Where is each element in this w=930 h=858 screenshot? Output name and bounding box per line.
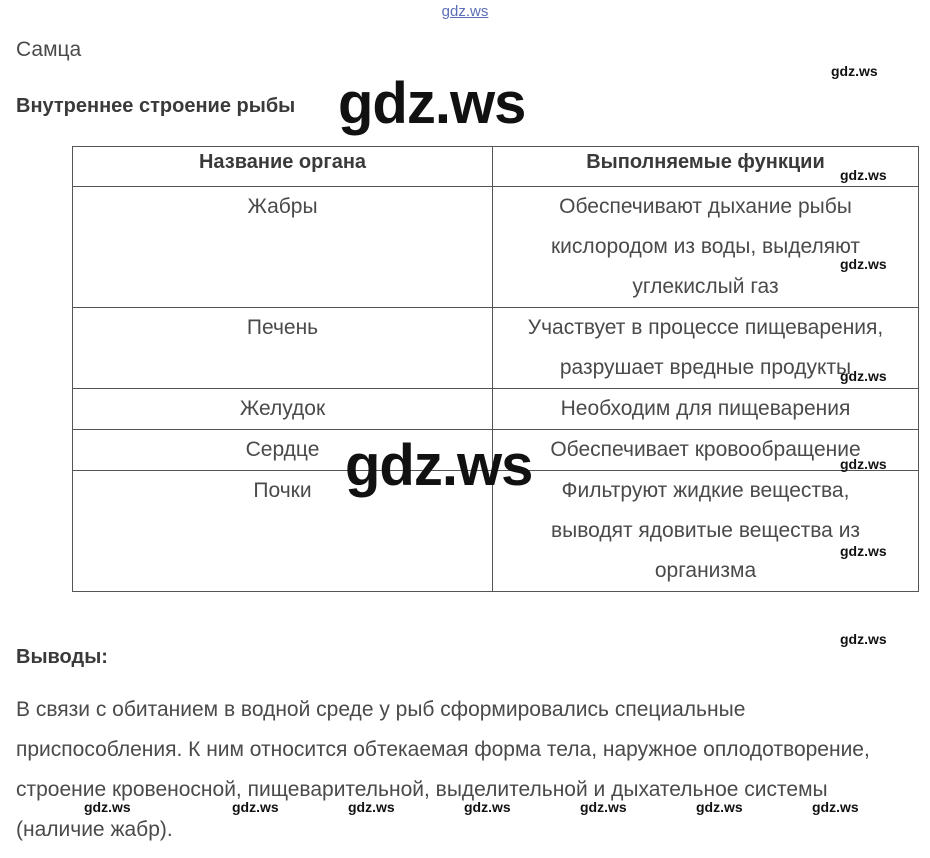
table-row: [73, 187, 919, 308]
watermark-small: gdz.ws: [812, 799, 859, 815]
table-row: [73, 308, 919, 389]
conclusions-paragraph: В связи с обитанием в водной среде у рыб сформировались специальные приспособления. К ним относится обтекаемая форма тела, наружное оплодотворение, строение кровеносной, пищеварительной, выделительной и дыхательное системы (наличие жабр).: [16, 698, 870, 841]
watermark-small: gdz.ws: [580, 799, 627, 815]
function-cell: Необходим для пищеварения: [493, 389, 919, 430]
organ-cell: Почки: [73, 471, 493, 592]
intro-word: Самца: [16, 38, 82, 61]
table-header-row: [73, 147, 919, 187]
table-row: [73, 389, 919, 430]
watermark-large: gdz.ws: [345, 433, 533, 498]
organ-cell: Желудок: [73, 389, 493, 430]
section-title: Внутреннее строение рыбы: [16, 95, 296, 117]
watermark-small: gdz.ws: [348, 799, 395, 815]
header-organ-name: Название органа: [73, 147, 493, 187]
watermark-small: gdz.ws: [696, 799, 743, 815]
function-cell: Фильтруют жидкие вещества, выводят ядовитые вещества из организма: [493, 471, 919, 592]
watermark-small: gdz.ws: [831, 63, 878, 79]
watermark-small: gdz.ws: [840, 256, 887, 272]
watermark-large: gdz.ws: [338, 71, 526, 136]
organ-cell: Сердце: [73, 430, 493, 471]
function-cell: Обеспечивает кровообращение: [493, 430, 919, 471]
watermark-small: gdz.ws: [840, 543, 887, 559]
watermark-small: gdz.ws: [84, 799, 131, 815]
header-functions: Выполняемые функции: [493, 147, 919, 187]
function-cell: Участвует в процессе пищеварения, разрушает вредные продукты: [493, 308, 919, 389]
conclusions-title: Выводы:: [16, 646, 108, 668]
watermark-small: gdz.ws: [840, 631, 887, 647]
organ-cell: Жабры: [73, 187, 493, 308]
watermark-small: gdz.ws: [840, 167, 887, 183]
watermark-small: gdz.ws: [840, 456, 887, 472]
organs-table: [72, 146, 919, 592]
watermark-small: gdz.ws: [232, 799, 279, 815]
watermark-small: gdz.ws: [840, 368, 887, 384]
function-cell: Обеспечивают дыхание рыбы кислородом из воды, выделяют углекислый газ: [493, 187, 919, 308]
organ-cell: Печень: [73, 308, 493, 389]
watermark-small: gdz.ws: [464, 799, 511, 815]
top-site-link[interactable]: gdz.ws: [441, 3, 489, 20]
